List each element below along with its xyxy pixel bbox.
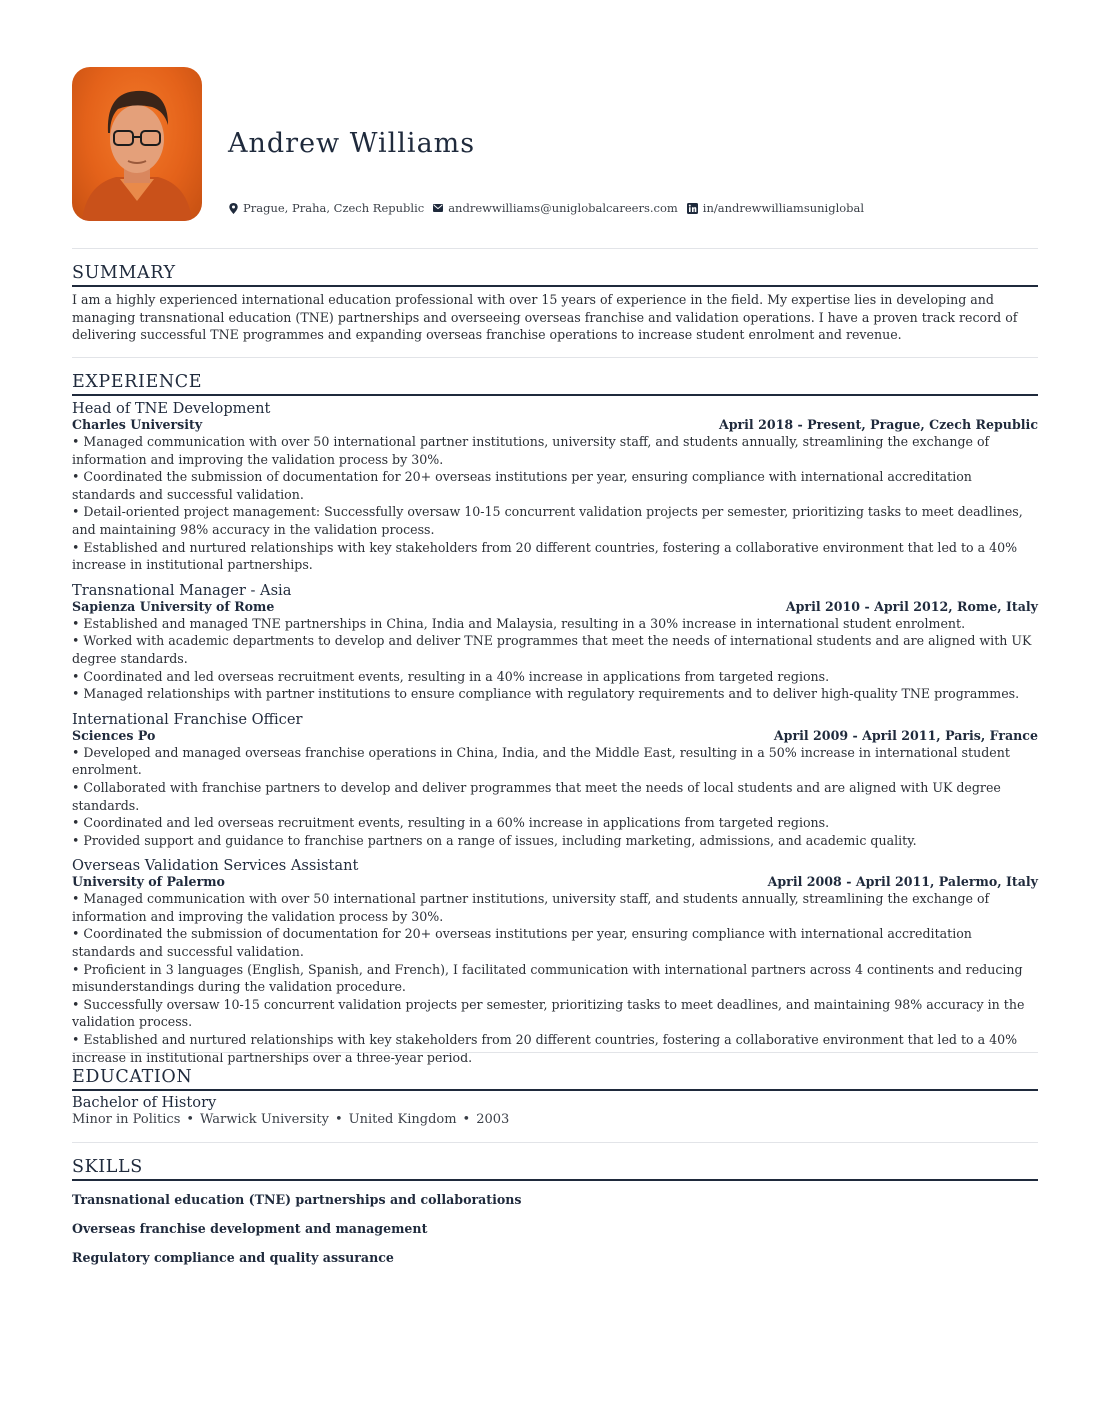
map-pin-icon	[229, 203, 238, 214]
job-bullet: • Coordinated and led overseas recruitment events, resulting in a 40% increase in applications from targeted regions.	[72, 668, 830, 684]
job-bullets	[72, 433, 1038, 574]
skill-item: Transnational education (TNE) partnerships and collaborations	[72, 1192, 522, 1207]
job-organization: University of Palermo	[72, 874, 225, 890]
email-link[interactable]: andrewwilliams@uniglobalcareers.com	[448, 201, 678, 215]
contact-bar	[229, 200, 873, 216]
education-details	[72, 1111, 1038, 1128]
education-degree: Bachelor of History	[72, 1094, 217, 1111]
job-bullet: • Managed relationships with partner institutions to ensure compliance with regulatory requirements and to deliver high-quality TNE programmes.	[72, 686, 1020, 702]
job-title: International Franchise Officer	[72, 710, 303, 728]
job-bullets	[72, 890, 1038, 1066]
section-title-experience: EXPERIENCE	[72, 371, 1038, 396]
job-bullet: • Proficient in 3 languages (English, Spanish, and French), I facilitated communication with international partners across 4 continents and reducing misunderstandings during the validation procedure.	[72, 961, 1023, 995]
education-year: 2003	[476, 1112, 510, 1127]
job-bullet: • Detail-oriented project management: Successfully oversaw 10-15 concurrent validation projects per semester, prioritizing tasks to meet deadlines, and maintaining 98% accuracy in the validation process.	[72, 504, 1023, 537]
job-bullets	[72, 615, 1038, 703]
divider	[72, 248, 1038, 249]
section-title-education: EDUCATION	[72, 1066, 1038, 1091]
job-title: Head of TNE Development	[72, 400, 271, 417]
job-entry	[72, 857, 1038, 1066]
job-bullet: • Coordinated and led overseas recruitment events, resulting in a 60% increase in applications from targeted regions.	[72, 815, 830, 831]
job-bullet: • Established and nurtured relationships with key stakeholders from 20 different countries, fostering a collaborative environment that led to a 40% increase in institutional partnerships over a three-year period.	[72, 1032, 1018, 1065]
contact-email[interactable]	[433, 201, 678, 215]
linkedin-link[interactable]: in/andrewwilliamsuniglobal	[702, 201, 865, 215]
summary-section	[72, 262, 1038, 344]
contact-linkedin[interactable]	[687, 201, 864, 215]
job-bullet: • Established and managed TNE partnerships in China, India and Malaysia, resulting in a 30% increase in international student enrolment.	[72, 615, 966, 631]
job-bullet: • Collaborated with franchise partners to develop and deliver programmes that meet the needs of local students and are aligned with UK degree standards.	[72, 779, 1001, 813]
job-bullet: • Established and nurtured relationships with key stakeholders from 20 different countries, fostering a collaborative environment that led to a 40% increase in institutional partnerships.	[72, 539, 1018, 573]
divider	[72, 1142, 1038, 1143]
separator-dot: •	[334, 1112, 343, 1127]
job-entry	[72, 582, 1038, 703]
education-section	[72, 1066, 1038, 1128]
job-dates-location: April 2008 - April 2011, Palermo, Italy	[767, 874, 1038, 890]
skill-item: Regulatory compliance and quality assurance	[72, 1250, 394, 1265]
education-school: Warwick University	[200, 1112, 329, 1127]
candidate-name: Andrew Williams	[228, 128, 476, 159]
education-country: United Kingdom	[348, 1112, 457, 1127]
job-organization: Sapienza University of Rome	[72, 598, 275, 614]
job-organization: Sciences Po	[72, 727, 156, 743]
summary-text: I am a highly experienced international education professional with over 15 years of experience in the field. My expertise lies in developing and managing transnational education (TNE) partnerships and overseeing overseas franchise and validation operations. I have a proven track record of delivering successful TNE programmes and expanding overseas franchise operations to increase student enrolment and revenue.	[72, 292, 1018, 343]
skill-item: Overseas franchise development and management	[72, 1221, 428, 1236]
job-bullet: • Provided support and guidance to franchise partners on a range of issues, including marketing, admissions, and academic quality.	[72, 832, 917, 848]
job-title: Transnational Manager - Asia	[72, 581, 292, 599]
job-subheader	[72, 417, 1038, 433]
job-subheader	[72, 728, 1038, 744]
separator-dot: •	[462, 1112, 471, 1127]
job-bullet: • Coordinated the submission of documentation for 20+ overseas institutions per year, ensuring compliance with international accreditation standards and successful validation.	[72, 926, 972, 960]
profile-photo	[72, 67, 202, 221]
job-bullets	[72, 744, 1038, 850]
job-bullet: • Managed communication with over 50 international partner institutions, university staff, and students annually, streamlining the exchange of information and improving the validation process by 30%.	[72, 434, 990, 467]
job-organization: Charles University	[72, 417, 203, 432]
job-dates-location: April 2009 - April 2011, Paris, France	[773, 727, 1038, 743]
job-subheader	[72, 874, 1038, 890]
contact-location	[229, 201, 424, 215]
job-subheader	[72, 599, 1038, 615]
job-bullet: • Worked with academic departments to develop and deliver TNE programmes that meet the needs of international students and are aligned with UK degree standards.	[72, 633, 1032, 666]
education-minor: Minor in Politics	[72, 1112, 181, 1127]
location-text: Prague, Praha, Czech Republic	[243, 201, 425, 215]
portrait-illustration	[72, 67, 202, 221]
experience-section	[72, 371, 1038, 1074]
section-title-summary: SUMMARY	[72, 262, 1038, 287]
job-bullet: • Managed communication with over 50 international partner institutions, university staff, and students annually, streamlining the exchange of information and improving the validation process by 30%.	[72, 891, 990, 924]
section-title-skills: SKILLS	[72, 1156, 1038, 1181]
job-bullet: • Coordinated the submission of documentation for 20+ overseas institutions per year, ensuring compliance with international accreditation standards and successful validation.	[72, 469, 972, 502]
job-entry	[72, 400, 1038, 574]
skills-section	[72, 1156, 1038, 1278]
job-dates-location: April 2010 - April 2012, Rome, Italy	[785, 598, 1038, 614]
divider	[72, 1052, 1038, 1053]
job-dates-location: April 2018 - Present, Prague, Czech Republic	[718, 417, 1038, 432]
separator-dot: •	[186, 1112, 195, 1127]
job-bullet: • Successfully oversaw 10-15 concurrent validation projects per semester, prioritizing tasks to meet deadlines, and maintaining 98% accuracy in the validation process.	[72, 996, 1025, 1030]
divider	[72, 357, 1038, 358]
job-bullet: • Developed and managed overseas franchise operations in China, India, and the Middle East, resulting in a 50% increase in international student enrolment.	[72, 744, 1010, 778]
job-entry	[72, 711, 1038, 850]
envelope-icon	[433, 204, 443, 212]
linkedin-icon	[687, 203, 698, 214]
job-title: Overseas Validation Services Assistant	[72, 857, 359, 875]
